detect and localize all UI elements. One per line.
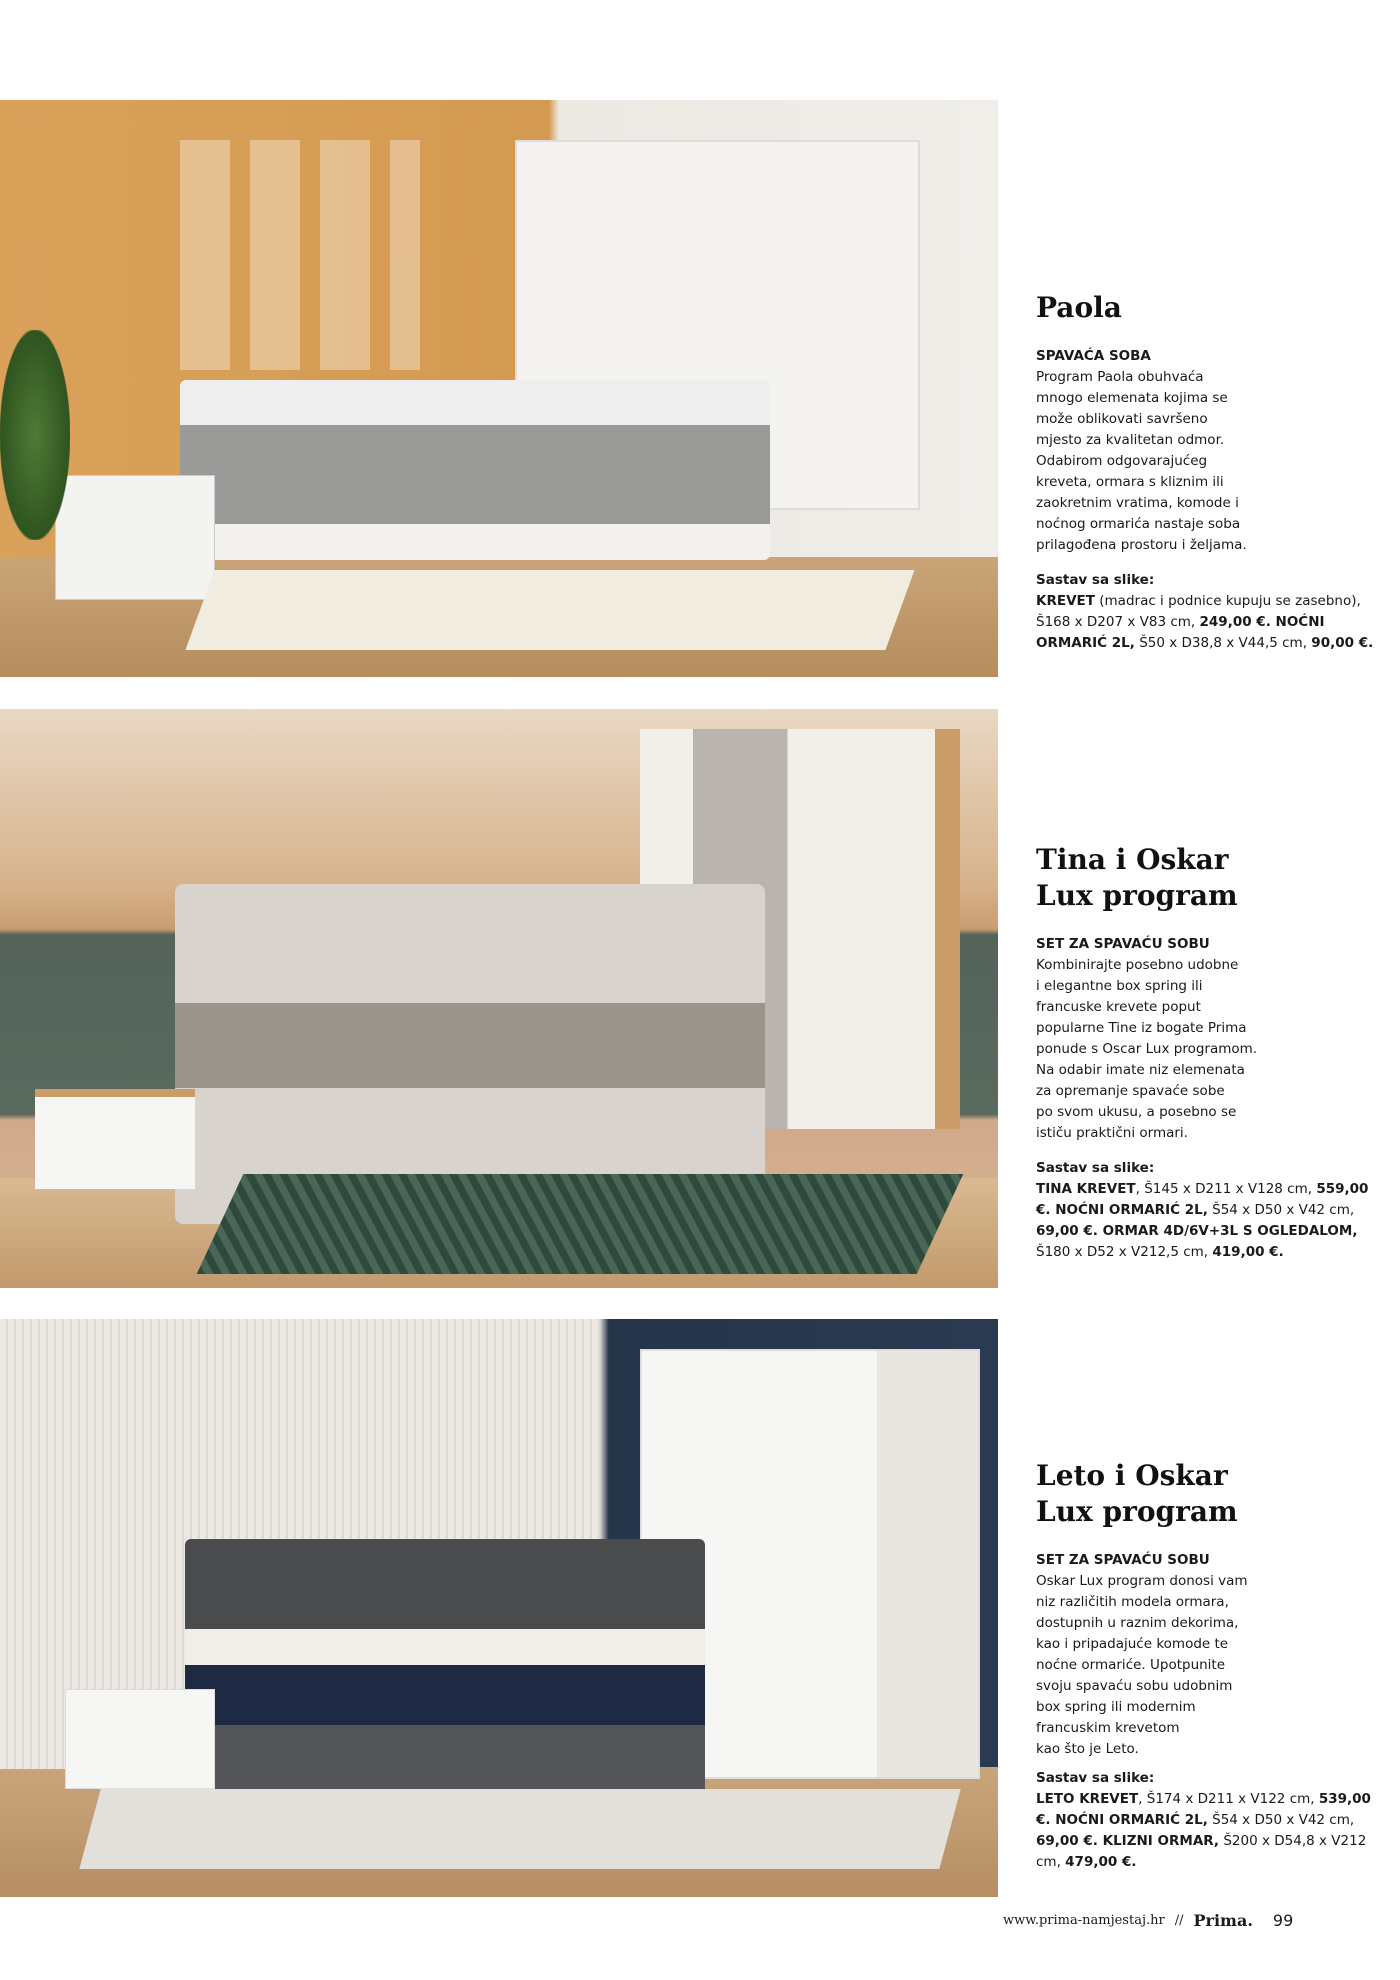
section-title: Tina i Oskar Lux program — [1036, 843, 1238, 912]
product-dims: , Š174 x D211 x V122 cm, — [1138, 1791, 1319, 1807]
rug — [197, 1174, 964, 1274]
body-line: niz različitih modela ormara, — [1036, 1594, 1229, 1610]
composition-list — [1036, 570, 1386, 654]
nightstand — [35, 1089, 195, 1189]
product-price: 419,00 €. — [1212, 1244, 1284, 1260]
body-line: mjesto za kvalitetan odmor. — [1036, 432, 1225, 448]
body-line: svoju spavaću sobu udobnim — [1036, 1678, 1233, 1694]
product-dims: , Š145 x D211 x V128 cm, — [1135, 1181, 1317, 1197]
section-leto — [1036, 1458, 1386, 1873]
rug — [185, 570, 914, 650]
tina-bedroom-photo — [0, 709, 998, 1288]
composition-list — [1036, 1158, 1386, 1263]
section-paola — [1036, 290, 1386, 654]
section-title: Paola — [1036, 291, 1122, 324]
body-line: Odabirom odgovarajućeg — [1036, 453, 1208, 469]
page-number: 99 — [1272, 1911, 1294, 1930]
body-line: Program Paola obuhvaća — [1036, 369, 1204, 385]
body-line: francuskim krevetom — [1036, 1720, 1180, 1736]
body-line: kao i pripadajuće komode te — [1036, 1636, 1229, 1652]
product-name: KREVET — [1036, 593, 1095, 609]
product-dims: Š54 x D50 x V42 cm, — [1207, 1812, 1355, 1828]
product-price: 559,00 €. NOĆNI ORMARIĆ 2L, — [1036, 1181, 1369, 1218]
product-name: LETO KREVET — [1036, 1791, 1139, 1807]
product-name: TINA KREVET — [1036, 1181, 1136, 1197]
body-line: i elegantne box spring ili — [1036, 978, 1203, 994]
section-tina — [1036, 842, 1386, 1263]
body-line: noćne ormariće. Upotpunite — [1036, 1657, 1226, 1673]
body-line: Na odabir imate niz elemenata — [1036, 1062, 1245, 1078]
leto-bedroom-photo — [0, 1319, 998, 1897]
section-body — [1036, 367, 1386, 556]
product-dims: Š54 x D50 x V42 cm, — [1207, 1202, 1355, 1218]
composition-heading: Sastav sa slike: — [1036, 1770, 1155, 1786]
body-line: noćnog ormarića nastaje soba — [1036, 516, 1241, 532]
section-title: Leto i Oskar Lux program — [1036, 1459, 1238, 1528]
product-price: 69,00 €. KLIZNI ORMAR, — [1036, 1833, 1220, 1849]
nightstand — [65, 1689, 215, 1789]
website-link[interactable]: www.prima-namjestaj.hr — [1003, 1913, 1165, 1928]
body-line: može oblikovati savršeno — [1036, 411, 1208, 427]
body-line: box spring ili modernim — [1036, 1699, 1196, 1715]
page-footer — [1003, 1911, 1293, 1930]
paola-bedroom-photo — [0, 100, 998, 677]
composition-heading: Sastav sa slike: — [1036, 1160, 1155, 1176]
plant — [0, 330, 70, 540]
bed — [175, 884, 765, 1224]
product-price: 539,00 €. NOĆNI ORMARIĆ 2L, — [1036, 1791, 1371, 1828]
section-subtitle: SET ZA SPAVAĆU SOBU — [1036, 936, 1210, 952]
body-line: za opremanje spavaće sobe — [1036, 1083, 1225, 1099]
body-line: popularne Tine iz bogate Prima — [1036, 1020, 1247, 1036]
product-dims: Š200 x D54,8 x V212 cm, — [1036, 1833, 1367, 1870]
rug — [79, 1789, 960, 1869]
body-line: Oskar Lux program donosi vam — [1036, 1573, 1248, 1589]
body-line: po svom ukusu, a posebno se — [1036, 1104, 1237, 1120]
bed — [180, 380, 770, 560]
body-line: francuske krevete poput — [1036, 999, 1201, 1015]
product-price: 249,00 €. NOĆNI ORMARIĆ 2L, — [1036, 614, 1325, 651]
section-body — [1036, 955, 1386, 1144]
product-dims: Š50 x D38,8 x V44,5 cm, — [1134, 635, 1312, 651]
section-subtitle: SET ZA SPAVAĆU SOBU — [1036, 1552, 1210, 1568]
composition-list — [1036, 1768, 1386, 1873]
body-line: ističu praktični ormari. — [1036, 1125, 1188, 1141]
body-line: kao što je Leto. — [1036, 1741, 1139, 1757]
body-line: zaokretnim vratima, komode i — [1036, 495, 1239, 511]
body-line: ponude s Oscar Lux programom. — [1036, 1041, 1258, 1057]
section-body — [1036, 1571, 1386, 1760]
product-price: 90,00 €. — [1311, 635, 1374, 651]
body-line: kreveta, ormara s kliznim ili — [1036, 474, 1224, 490]
picture-frames — [170, 140, 420, 370]
body-line: mnogo elemenata kojima se — [1036, 390, 1228, 406]
brand-logo: Prima. — [1193, 1911, 1253, 1930]
nightstand — [55, 475, 215, 600]
section-subtitle: SPAVAĆA SOBA — [1036, 348, 1151, 364]
body-line: dostupnih u raznim dekorima, — [1036, 1615, 1239, 1631]
composition-heading: Sastav sa slike: — [1036, 572, 1155, 588]
body-line: Kombinirajte posebno udobne — [1036, 957, 1239, 973]
product-price: 479,00 €. — [1065, 1854, 1137, 1870]
product-dims: (madrac i podnice kupuju se zasebno), Š168 x D207 x V83 cm, — [1036, 593, 1361, 630]
product-dims: Š180 x D52 x V212,5 cm, — [1036, 1244, 1213, 1260]
body-line: prilagođena prostoru i željama. — [1036, 537, 1247, 553]
separator: // — [1174, 1913, 1184, 1928]
product-price: 69,00 €. ORMAR 4D/6V+3L S OGLEDALOM, — [1036, 1223, 1358, 1239]
